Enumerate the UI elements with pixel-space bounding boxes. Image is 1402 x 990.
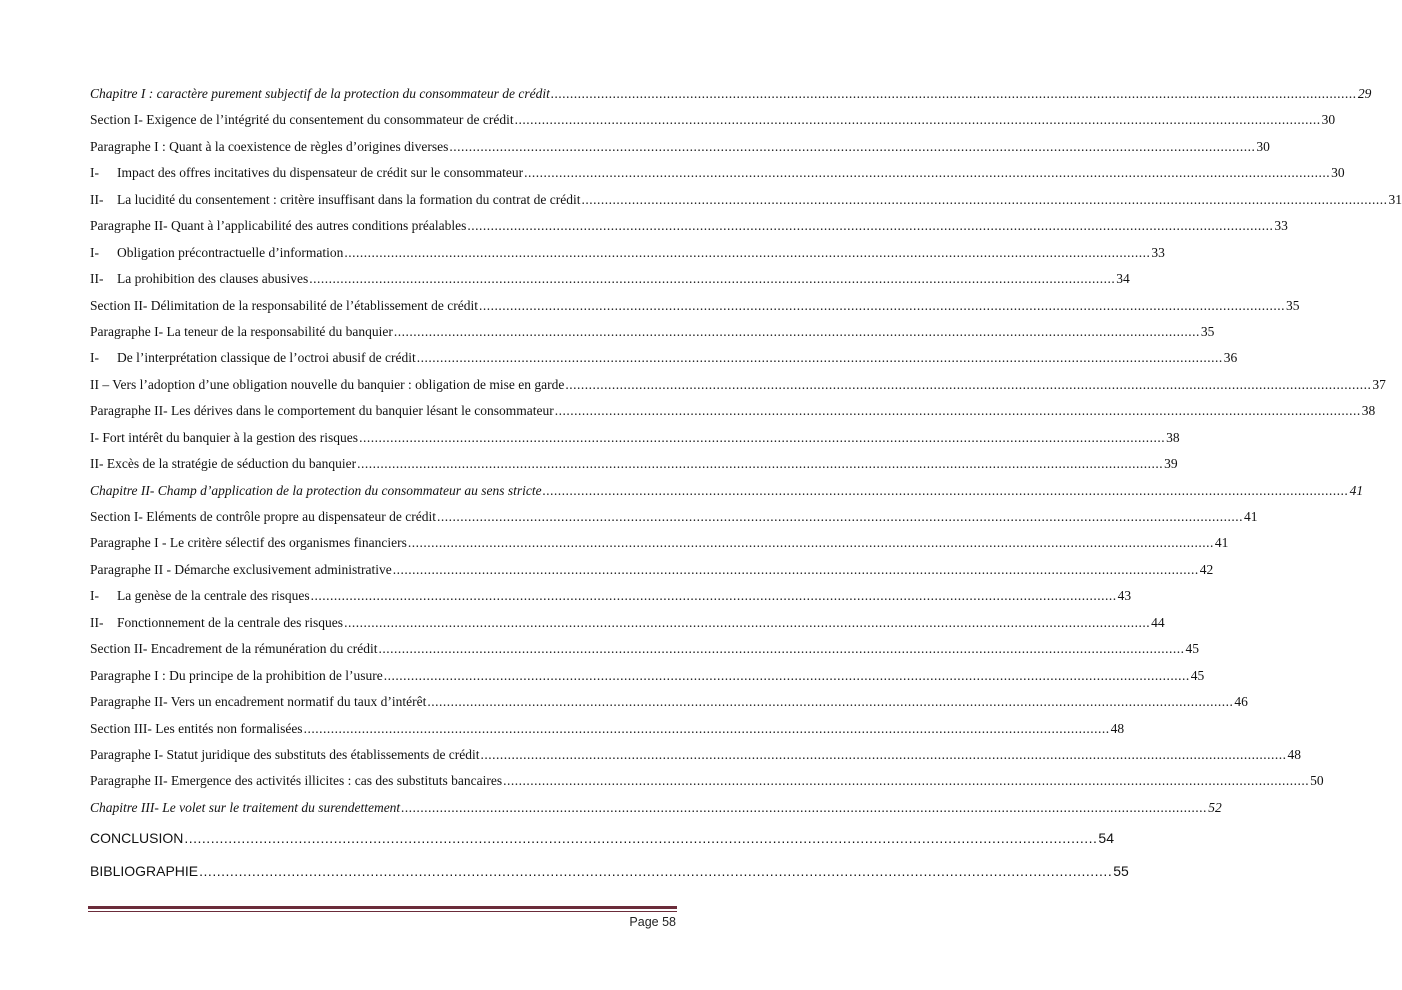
toc-dot-leader bbox=[565, 377, 1371, 393]
toc-entry[interactable] bbox=[90, 694, 1248, 720]
toc-entry-label bbox=[90, 800, 400, 816]
toc-dot-leader bbox=[467, 218, 1273, 234]
toc-page-number: 48 bbox=[1110, 720, 1125, 736]
toc-dot-leader bbox=[479, 298, 1285, 314]
toc-entry-title: Section I- Eléments de contrôle propre au dispensateur de crédit bbox=[90, 509, 436, 524]
toc-dot-leader bbox=[437, 509, 1243, 525]
toc-entry-label bbox=[90, 694, 426, 710]
toc-page-number: 37 bbox=[1372, 376, 1386, 392]
toc-entry-title: La genèse de la centrale des risques bbox=[117, 588, 310, 604]
toc-entry-label bbox=[90, 298, 478, 314]
toc-dot-leader bbox=[408, 535, 1214, 551]
toc-entry[interactable] bbox=[90, 859, 1129, 892]
toc-page-number: 30 bbox=[1331, 165, 1345, 181]
toc-entry-label bbox=[90, 139, 448, 155]
toc-entry[interactable] bbox=[90, 138, 1270, 165]
toc-entry-title: Paragraphe I- La teneur de la responsabilité du banquier bbox=[90, 323, 393, 339]
toc-entry-label bbox=[90, 747, 480, 763]
toc-entry-title: La prohibition des clauses abusives bbox=[117, 271, 309, 287]
toc-entry-title: Chapitre I : caractère purement subjectif de la protection du consommateur de crédit bbox=[90, 86, 550, 101]
toc-entry-title: Paragraphe II- Emergence des activités illicites : cas des substituts bancaires bbox=[90, 773, 503, 789]
toc-entry-label bbox=[90, 350, 416, 366]
toc-dot-leader bbox=[551, 86, 1357, 102]
toc-entry-title: Paragraphe II - Démarche exclusivement administrative bbox=[90, 561, 392, 577]
toc-entry-label bbox=[90, 773, 502, 789]
toc-entry-label bbox=[90, 324, 393, 340]
toc-entry-label bbox=[90, 830, 183, 846]
toc-page-number: 41 bbox=[1349, 482, 1364, 498]
toc-entry-label bbox=[90, 377, 564, 393]
toc-entry[interactable] bbox=[90, 244, 1165, 271]
toc-entry[interactable] bbox=[90, 218, 1288, 244]
toc-entry-number: II- bbox=[90, 614, 104, 630]
toc-dot-leader bbox=[359, 430, 1165, 446]
toc-dot-leader bbox=[379, 641, 1185, 657]
toc-dot-leader bbox=[543, 483, 1349, 499]
toc-dot-leader bbox=[394, 324, 1200, 340]
toc-entry[interactable] bbox=[90, 588, 1132, 614]
toc-entry-title: Section III- Les entités non formalisées bbox=[90, 720, 303, 736]
toc-entry[interactable] bbox=[90, 456, 1178, 482]
toc-page-number: 39 bbox=[1164, 456, 1178, 472]
toc-page-number: 52 bbox=[1208, 799, 1222, 815]
toc-page-number: 36 bbox=[1223, 350, 1238, 366]
toc-entry-label bbox=[90, 668, 383, 684]
toc-dot-leader bbox=[481, 747, 1287, 763]
toc-page-number: 34 bbox=[1116, 271, 1130, 287]
toc-page-number: 41 bbox=[1244, 509, 1258, 524]
toc-entry-label bbox=[90, 863, 198, 879]
toc-entry-label bbox=[90, 430, 358, 446]
toc-dot-leader bbox=[515, 112, 1321, 128]
toc-entry-title: Paragraphe I : Du principe de la prohibition de l’usure bbox=[90, 667, 383, 683]
toc-entry-label bbox=[90, 456, 356, 472]
toc-entry[interactable] bbox=[90, 826, 1114, 859]
toc-page-number: 38 bbox=[1361, 403, 1376, 419]
toc-entry[interactable] bbox=[90, 376, 1386, 403]
toc-entry-title: Fonctionnement de la centrale des risques bbox=[117, 614, 344, 630]
toc-entry-title: De l’interprétation classique de l’octroi abusif de crédit bbox=[117, 350, 416, 366]
footer-rule-thick bbox=[88, 906, 677, 909]
toc-page-number: 35 bbox=[1286, 297, 1300, 313]
toc-page-number: 38 bbox=[1166, 429, 1180, 445]
toc-page-number: 55 bbox=[1113, 863, 1129, 880]
toc-entry-label bbox=[90, 615, 343, 631]
toc-entry-label bbox=[90, 641, 378, 657]
toc-entry-label bbox=[90, 562, 392, 578]
toc-entry[interactable] bbox=[90, 561, 1214, 588]
toc-entry-number: II- bbox=[90, 191, 104, 207]
toc-page-number: 41 bbox=[1214, 535, 1229, 551]
toc-entry[interactable] bbox=[90, 323, 1215, 350]
toc-entry[interactable] bbox=[90, 773, 1324, 799]
toc-dot-leader bbox=[311, 588, 1117, 604]
toc-page-number: 45 bbox=[1190, 667, 1205, 683]
toc-page-number: 48 bbox=[1287, 746, 1302, 762]
toc-entry[interactable] bbox=[90, 271, 1130, 297]
toc-page-number: 54 bbox=[1098, 830, 1114, 847]
toc-entry-title: La lucidité du consentement : critère insuffisant dans la formation du contrat de crédit bbox=[117, 191, 581, 207]
toc-page-number: 30 bbox=[1321, 112, 1336, 128]
toc-entry-title: Paragraphe II- Quant à l’applicabilité des autres conditions préalables bbox=[90, 218, 467, 234]
toc-entry-title: Impact des offres incitatives du dispensateur de crédit sur le consommateur bbox=[117, 165, 524, 181]
toc-entry-label bbox=[90, 403, 554, 419]
toc-entry[interactable] bbox=[90, 191, 1402, 218]
toc-entry-title: CONCLUSION bbox=[90, 830, 184, 847]
toc-entry-number: II- bbox=[90, 271, 104, 287]
toc-dot-leader bbox=[449, 139, 1255, 155]
toc-dot-leader bbox=[524, 165, 1330, 181]
toc-entry-label bbox=[90, 721, 303, 737]
toc-dot-leader bbox=[344, 245, 1150, 261]
toc-entry-label bbox=[90, 509, 436, 525]
toc-page-number: 50 bbox=[1310, 773, 1324, 789]
footer-rule-thin bbox=[88, 911, 677, 912]
toc-entry-label bbox=[90, 192, 580, 208]
toc-dot-leader bbox=[427, 694, 1233, 710]
toc-entry[interactable] bbox=[90, 350, 1238, 376]
toc-entry-title: Chapitre III- Le volet sur le traitement du surendettement bbox=[90, 799, 401, 815]
toc-entry[interactable] bbox=[90, 509, 1258, 535]
toc-entry-title: Paragraphe II- Vers un encadrement normatif du taux d’intérêt bbox=[90, 694, 427, 710]
toc-entry[interactable] bbox=[90, 667, 1205, 694]
toc-entry-label bbox=[90, 165, 523, 181]
toc-page-number: 43 bbox=[1117, 588, 1132, 604]
toc-entry-title: Paragraphe II- Les dérives dans le comportement du banquier lésant le consommateur bbox=[90, 403, 554, 419]
toc-page-number: 30 bbox=[1256, 138, 1270, 154]
toc-dot-leader bbox=[417, 350, 1223, 366]
toc-page-number: 29 bbox=[1357, 86, 1372, 101]
toc-entry-label bbox=[90, 218, 466, 234]
toc-entry[interactable] bbox=[90, 482, 1364, 509]
toc-entry-title: BIBLIOGRAPHIE bbox=[90, 863, 199, 880]
page-number: Page 58 bbox=[629, 915, 676, 929]
toc-entry-label bbox=[90, 588, 310, 604]
toc-entry-number: I- bbox=[90, 588, 99, 604]
toc-entry-number: I- bbox=[90, 350, 99, 366]
toc-page-number: 33 bbox=[1151, 244, 1165, 260]
toc-entry-title: Paragraphe I - Le critère sélectif des organismes financiers bbox=[90, 535, 407, 551]
toc-entry-title: Section II- Délimitation de la responsabilité de l’établissement de crédit bbox=[90, 297, 478, 313]
toc-entry-title: Section II- Encadrement de la rémunération du crédit bbox=[90, 641, 378, 657]
toc-entry-number: I- bbox=[90, 165, 99, 181]
toc-page-number: 35 bbox=[1200, 323, 1215, 339]
toc-entry[interactable] bbox=[90, 297, 1300, 324]
toc-page-number: 33 bbox=[1274, 218, 1288, 234]
toc-dot-leader bbox=[581, 192, 1387, 208]
toc-entry[interactable] bbox=[90, 641, 1200, 667]
table-of-contents bbox=[90, 86, 1402, 892]
toc-entry[interactable] bbox=[90, 614, 1165, 641]
toc-dot-leader bbox=[384, 668, 1190, 684]
toc-dot-leader bbox=[401, 800, 1207, 816]
toc-page-number: 31 bbox=[1388, 191, 1402, 207]
toc-entry-title: Obligation précontractuelle d’information bbox=[117, 244, 344, 260]
toc-dot-leader bbox=[304, 721, 1110, 737]
toc-dot-leader bbox=[555, 403, 1361, 419]
toc-dot-leader bbox=[344, 615, 1150, 631]
toc-dot-leader bbox=[184, 830, 1097, 846]
toc-dot-leader bbox=[503, 773, 1309, 789]
toc-dot-leader bbox=[357, 456, 1163, 472]
toc-entry[interactable] bbox=[90, 403, 1376, 429]
toc-entry-title: Paragraphe I- Statut juridique des substituts des établissements de crédit bbox=[90, 746, 480, 762]
toc-page-number: 45 bbox=[1185, 641, 1200, 657]
toc-page-number: 44 bbox=[1151, 614, 1165, 630]
toc-page-number: 46 bbox=[1234, 694, 1248, 710]
toc-entry[interactable] bbox=[90, 429, 1180, 456]
toc-entry-label bbox=[90, 271, 308, 287]
toc-entry-title: II- Excès de la stratégie de séduction du banquier bbox=[90, 456, 357, 472]
toc-entry-title: Paragraphe I : Quant à la coexistence de règles d’origines diverses bbox=[90, 138, 449, 154]
toc-entry-number: I- bbox=[90, 244, 99, 260]
toc-entry-label bbox=[90, 535, 407, 551]
toc-dot-leader bbox=[309, 271, 1115, 287]
toc-entry[interactable] bbox=[90, 86, 1372, 112]
toc-entry[interactable] bbox=[90, 720, 1125, 747]
toc-entry-title: Section I- Exigence de l’intégrité du consentement du consommateur de crédit bbox=[90, 112, 514, 128]
toc-entry-label bbox=[90, 483, 542, 499]
toc-entry[interactable] bbox=[90, 535, 1229, 561]
toc-entry-label bbox=[90, 112, 514, 128]
toc-entry-title: II – Vers l’adoption d’une obligation nouvelle du banquier : obligation de mise en garde bbox=[90, 376, 565, 392]
toc-entry-title: Chapitre II- Champ d’application de la protection du consommateur au sens stricte bbox=[90, 482, 542, 498]
toc-entry[interactable] bbox=[90, 799, 1222, 826]
toc-entry-title: I- Fort intérêt du banquier à la gestion des risques bbox=[90, 429, 359, 445]
toc-entry[interactable] bbox=[90, 165, 1345, 191]
toc-page-number: 42 bbox=[1199, 561, 1214, 577]
toc-dot-leader bbox=[199, 863, 1112, 879]
toc-entry[interactable] bbox=[90, 746, 1302, 773]
toc-entry-label bbox=[90, 245, 343, 261]
toc-entry[interactable] bbox=[90, 112, 1336, 138]
toc-entry-label bbox=[90, 86, 550, 102]
toc-dot-leader bbox=[393, 562, 1199, 578]
